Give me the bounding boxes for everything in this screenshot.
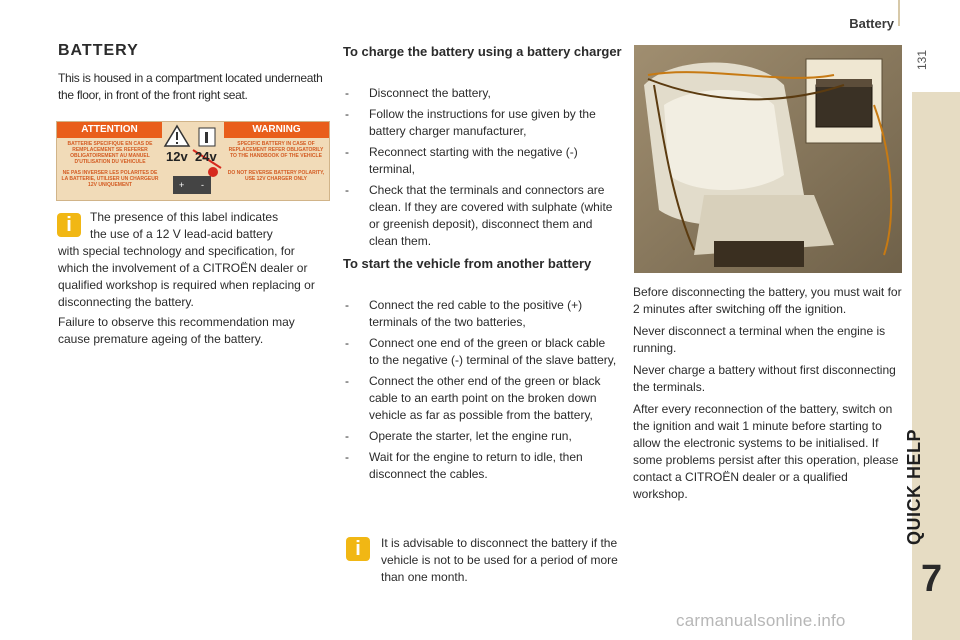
header-divider (898, 0, 900, 26)
list-item: - Check that the terminals and connectors are clean. If they are covered with sulphate (white or greenish deposit), disconnect them and clean them. (343, 182, 618, 250)
paragraph: Never disconnect a terminal when the engine is running. (633, 324, 886, 355)
list-item: - Follow the instructions for use given by the battery charger manufacturer, (343, 106, 618, 140)
label-warning-header: WARNING (224, 122, 329, 138)
paragraph: Never charge a battery without first disconnecting the terminals. (633, 363, 896, 394)
note-line-1: The presence of this label indicates (90, 210, 279, 224)
note-continuation: with special technology and specification, for which the involvement of a CITROËN dealer or qualified workshop is required when replacing or disconnecting the battery. (58, 244, 315, 309)
battery-precautions-text (633, 284, 903, 508)
label-polarity-fr: NE PAS INVERSER LES POLARITES DE LA BATTERIE, UTILISER UN CHARGEUR 12V UNIQUEMENT (61, 170, 159, 188)
page-header-title: Battery (849, 16, 894, 31)
list-item: - Operate the starter, let the engine run, (343, 428, 618, 445)
ageing-warning-text: Failure to observe this recommendation may cause premature ageing of the battery. (58, 315, 295, 346)
battery-location-text: This is housed in a compartment located underneath the floor, in front of the front right seat. (58, 71, 323, 102)
disconnect-advice-text: It is advisable to disconnect the battery if the vehicle is not to be used for a period of more than one month. (381, 536, 618, 584)
label-attention-header: ATTENTION (57, 122, 162, 138)
list-item: - Connect one end of the green or black cable to the negative (-) terminal of the slave battery, (343, 335, 618, 369)
section-heading-jump-start: To start the vehicle from another battery (343, 256, 592, 271)
paragraph: Before disconnecting the battery, you must wait for 2 minutes after switching off the ignition. (633, 285, 902, 316)
label-12v-text: 12v (166, 149, 188, 164)
list-item: - Reconnect starting with the negative (-) terminal, (343, 144, 618, 178)
section-heading-battery: BATTERY (58, 42, 139, 59)
list-item: - Connect the other end of the green or black cable to an earth point on the broken down vehicle as far as possible from the battery, (343, 373, 618, 424)
paragraph: After every reconnection of the battery, switch on the ignition and wait 1 minute before starting to allow the electronic systems to be initialised. If some problems persist after this operation, please contact a CITROËN dealer or a qualified workshop. (633, 402, 899, 501)
battery-seat-illustration (634, 45, 902, 273)
label-info-note (58, 209, 326, 311)
info-icon: i (57, 213, 81, 237)
info-icon: i (346, 537, 370, 561)
charge-steps-list (343, 85, 618, 254)
page-number: 131 (915, 49, 929, 70)
watermark-text: carmanualsonline.info (676, 611, 846, 630)
list-item: - Connect the red cable to the positive (+) terminals of the two batteries, (343, 297, 618, 331)
jump-start-steps-list (343, 297, 618, 487)
list-item: - Disconnect the battery, (343, 85, 618, 102)
svg-text:+: + (179, 180, 185, 190)
svg-text:-: - (201, 180, 204, 190)
section-heading-charge: To charge the battery using a battery charger (343, 44, 622, 59)
chapter-tab-label: QUICK HELP (904, 428, 924, 545)
note-line-2: the use of a 12 V lead-acid battery (90, 227, 273, 241)
label-polarity-en: DO NOT REVERSE BATTERY POLARITY, USE 12V CHARGER ONLY (227, 170, 325, 182)
battery-warning-label-image (56, 121, 330, 201)
label-specific-en: SPECIFIC BATTERY IN CASE OF REPLACEMENT REFER OBLIGATORILY TO THE HANDBOOK OF THE VEHICLE (228, 141, 324, 159)
label-24v-text: 24v (195, 149, 217, 164)
label-specific-fr: BATTERIE SPECIFIQUE EN CAS DE REMPLACEMENT SE REFERER OBLIGATOIREMENT AU MANUEL D'UTILISATION DU VEHICULE (67, 141, 153, 165)
list-item: - Wait for the engine to return to idle, then disconnect the cables. (343, 449, 618, 483)
chapter-number: 7 (921, 558, 943, 600)
